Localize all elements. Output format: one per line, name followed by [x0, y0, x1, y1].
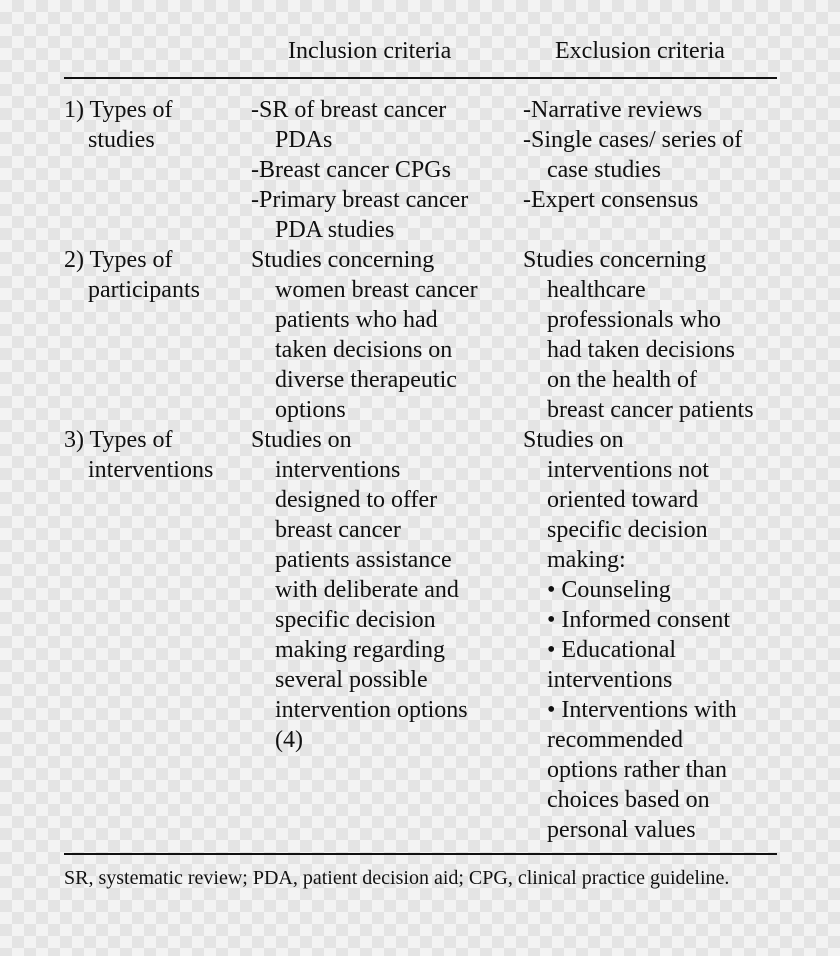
row2-inclusion-line: women breast cancer [275, 277, 478, 303]
inclusion-criteria-header: Inclusion criteria [288, 38, 452, 64]
row1-inclusion-line: -Breast cancer CPGs [251, 157, 451, 183]
row3-exclusion-line: making: [547, 547, 626, 573]
bullet-item-interventions-with: • Interventions with [547, 697, 737, 723]
bullet-item-counseling: • Counseling [547, 577, 671, 603]
row2-exclusion-line: Studies concerning [523, 247, 707, 273]
row1-exclusion-line: -Single cases/ series of [523, 127, 743, 153]
row3-exclusion-line: specific decision [547, 517, 708, 543]
row3-exclusion-line: choices based on [547, 787, 710, 813]
row3-inclusion-line: breast cancer [275, 517, 401, 543]
row3-inclusion-line: intervention options [275, 697, 468, 723]
row3-exclusion-line: personal values [547, 817, 696, 843]
bullet-item-informed-consent: • Informed consent [547, 607, 731, 633]
exclusion-column [523, 95, 754, 845]
row3-inclusion-line: designed to offer [275, 487, 438, 513]
row3-exclusion-line: oriented toward [547, 487, 699, 513]
row1-type-line: 1) Types of [64, 97, 173, 123]
row1-inclusion-line: -Primary breast cancer [251, 187, 469, 213]
criteria-type-column [64, 95, 213, 485]
bullet-item-educational: • Educational [547, 637, 677, 663]
row2-inclusion-line: patients who had [275, 307, 438, 333]
row2-inclusion-line: Studies concerning [251, 247, 435, 273]
row2-exclusion-line: healthcare [547, 277, 646, 303]
row3-exclusion-line: interventions not [547, 457, 709, 483]
row3-type-line: 3) Types of [64, 427, 173, 453]
bottom-rule [64, 853, 777, 855]
row3-inclusion-line: interventions [275, 457, 401, 483]
row2-inclusion-line: diverse therapeutic [275, 367, 457, 393]
row2-exclusion-line: on the health of [547, 367, 697, 393]
top-rule [64, 77, 777, 79]
row3-inclusion-line: Studies on [251, 427, 352, 453]
exclusion-criteria-header: Exclusion criteria [555, 38, 725, 64]
row2-inclusion-line: taken decisions on [275, 337, 453, 363]
row3-inclusion-line: specific decision [275, 607, 436, 633]
row3-exclusion-line: recommended [547, 727, 683, 753]
row3-inclusion-line: (4) [275, 727, 303, 753]
row2-exclusion-line: professionals who [547, 307, 721, 333]
row2-exclusion-line: had taken decisions [547, 337, 735, 363]
row3-inclusion-line: several possible [275, 667, 428, 693]
row1-type-line: studies [88, 127, 155, 153]
row3-inclusion-line: with deliberate and [275, 577, 459, 603]
row3-inclusion-line: patients assistance [275, 547, 452, 573]
row1-inclusion-line: -SR of breast cancer [251, 97, 447, 123]
row3-type-line: interventions [88, 457, 214, 483]
row3-exclusion-line: options rather than [547, 757, 727, 783]
row1-exclusion-line: case studies [547, 157, 661, 183]
row2-inclusion-line: options [275, 397, 346, 423]
row1-exclusion-line: -Narrative reviews [523, 97, 703, 123]
row1-inclusion-line: PDA studies [275, 217, 395, 243]
row3-exclusion-line: interventions [547, 667, 673, 693]
row2-type-line: participants [88, 277, 200, 303]
inclusion-column [251, 95, 478, 755]
row3-exclusion-line: Studies on [523, 427, 624, 453]
row3-inclusion-line: making regarding [275, 637, 445, 663]
row2-type-line: 2) Types of [64, 247, 173, 273]
table-footnote: SR, systematic review; PDA, patient decision aid; CPG, clinical practice guideline. [64, 867, 730, 889]
row2-exclusion-line: breast cancer patients [547, 397, 754, 423]
row1-exclusion-line: -Expert consensus [523, 187, 699, 213]
row1-inclusion-line: PDAs [275, 127, 333, 153]
